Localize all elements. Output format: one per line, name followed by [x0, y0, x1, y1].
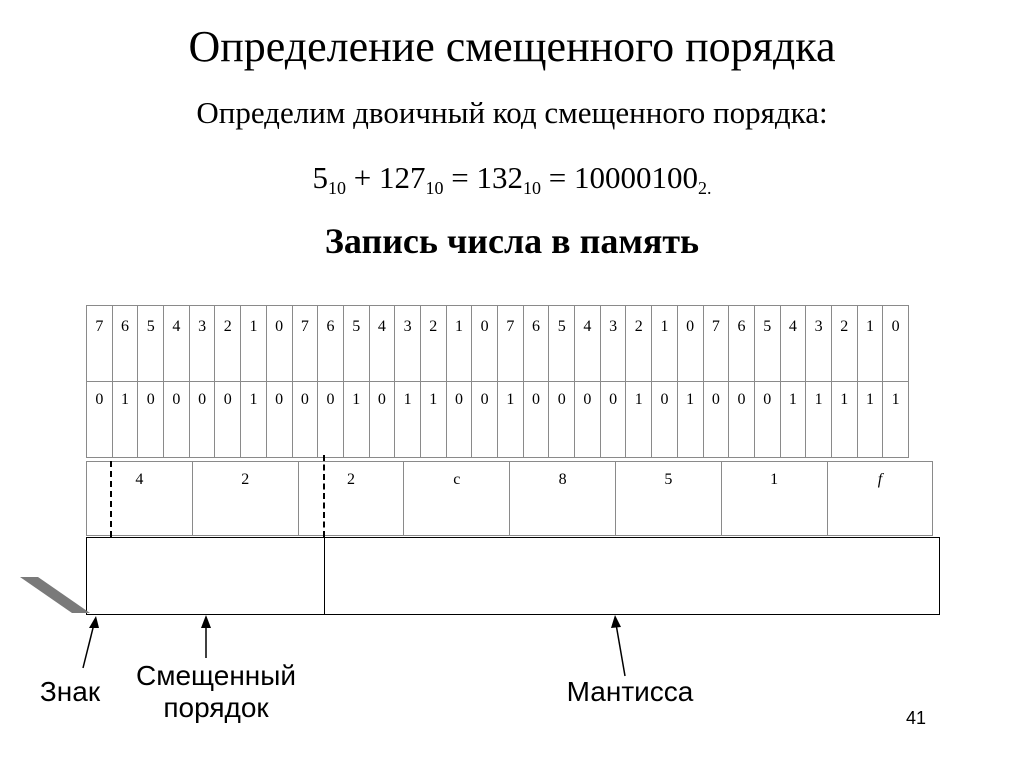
equation-term-1: 5: [312, 160, 329, 195]
exponent-label: [116, 660, 316, 724]
hex-digit-cell: 5: [615, 462, 721, 536]
bit-value-cell: 0: [164, 382, 190, 458]
bit-value-cell: 0: [446, 382, 472, 458]
bit-value-cell: 1: [677, 382, 703, 458]
equation-base-3: 10: [522, 178, 541, 198]
bit-value-cell: 0: [215, 382, 241, 458]
bit-position-cell: 4: [164, 306, 190, 382]
mantissa-arrow: [616, 624, 625, 676]
bit-position-cell: 1: [857, 306, 883, 382]
bit-value-cell: 0: [266, 382, 292, 458]
bit-position-cell: 6: [318, 306, 344, 382]
bit-position-cell: 5: [549, 306, 575, 382]
bit-position-cell: 4: [780, 306, 806, 382]
hex-digit-cell: f: [827, 462, 933, 536]
bit-position-cell: 0: [472, 306, 498, 382]
bit-position-cell: 1: [652, 306, 678, 382]
bit-value-cell: 1: [420, 382, 446, 458]
bit-position-cell: 7: [703, 306, 729, 382]
bit-value-cell: 0: [138, 382, 164, 458]
bit-position-cell: 0: [883, 306, 909, 382]
bit-position-cell: 7: [292, 306, 318, 382]
hex-digit-cell: 2: [298, 462, 404, 536]
bit-value-cell: 1: [112, 382, 138, 458]
slide-title: Определение смещенного порядка: [188, 22, 836, 71]
bit-position-cell: 2: [420, 306, 446, 382]
bit-position-cell: 3: [395, 306, 421, 382]
section-heading: Запись числа в память: [324, 221, 700, 261]
bit-value-cell: 1: [626, 382, 652, 458]
bit-position-cell: 4: [575, 306, 601, 382]
mantissa-arrow-head: [611, 615, 621, 628]
exponent-arrow-head: [201, 615, 211, 628]
equation-base-2: 10: [425, 178, 444, 198]
bit-value-cell: 0: [703, 382, 729, 458]
bit-position-cell: 5: [138, 306, 164, 382]
bit-value-cell: 0: [369, 382, 395, 458]
bit-value-cell: 0: [523, 382, 549, 458]
hex-digit-cell: c: [404, 462, 510, 536]
bit-value-cell: 1: [857, 382, 883, 458]
exponent-label-line-2: порядок: [163, 692, 269, 723]
shadow-wedge: [20, 577, 90, 613]
equation-term-2: + 127: [346, 160, 426, 195]
sign-arrow: [83, 624, 94, 668]
bit-value-cell: 1: [498, 382, 524, 458]
bit-value-cell: 1: [241, 382, 267, 458]
bit-position-cell: 7: [498, 306, 524, 382]
sign-arrow-head: [89, 616, 99, 628]
bit-value-cell: 0: [189, 382, 215, 458]
exponent-label-line-1: Смещенный: [135, 660, 297, 691]
bit-position-cell: 5: [754, 306, 780, 382]
bit-value-cell: 1: [343, 382, 369, 458]
bit-value-cell: 0: [87, 382, 113, 458]
hex-digit-cell: 2: [192, 462, 298, 536]
bit-position-cell: 0: [266, 306, 292, 382]
bit-value-cell: 1: [780, 382, 806, 458]
bit-value-cell: 0: [472, 382, 498, 458]
bit-position-cell: 4: [369, 306, 395, 382]
equation-term-4: = 10000100: [540, 160, 698, 195]
hex-digit-cell: 8: [510, 462, 616, 536]
bit-position-cell: 2: [215, 306, 241, 382]
bit-position-cell: 6: [729, 306, 755, 382]
bit-value-cell: 0: [318, 382, 344, 458]
bit-value-cell: 1: [395, 382, 421, 458]
bit-position-cell: 6: [112, 306, 138, 382]
bit-position-cell: 3: [600, 306, 626, 382]
bit-value-cell: 0: [575, 382, 601, 458]
hex-digit-cell: 1: [721, 462, 827, 536]
bit-position-cell: 2: [626, 306, 652, 382]
bit-position-cell: 7: [87, 306, 113, 382]
bit-position-cell: 3: [806, 306, 832, 382]
bit-position-cell: 0: [677, 306, 703, 382]
hex-digit-cell: 4: [87, 462, 193, 536]
bit-value-cell: 1: [806, 382, 832, 458]
bit-value-cell: 0: [754, 382, 780, 458]
sign-label: Знак: [39, 676, 101, 707]
bit-value-cell: 1: [831, 382, 857, 458]
slide-number: 41: [906, 708, 927, 728]
slide-subtitle: Определим двоичный код смещенного порядка:: [196, 95, 828, 130]
bit-value-cell: 0: [549, 382, 575, 458]
bit-value-cell: 0: [292, 382, 318, 458]
bit-value-cell: 0: [729, 382, 755, 458]
bit-value-cell: 0: [652, 382, 678, 458]
equation-term-3: = 132: [443, 160, 523, 195]
bit-value-cell: 1: [883, 382, 909, 458]
bit-position-cell: 3: [189, 306, 215, 382]
equation-base-1: 10: [328, 178, 347, 198]
bit-value-cell: 0: [600, 382, 626, 458]
bit-position-cell: 2: [831, 306, 857, 382]
mantissa-label: Мантисса: [566, 676, 694, 707]
bit-position-cell: 1: [446, 306, 472, 382]
bit-position-cell: 6: [523, 306, 549, 382]
bit-position-cell: 5: [343, 306, 369, 382]
equation-base-4: 2.: [697, 178, 712, 198]
bit-position-cell: 1: [241, 306, 267, 382]
